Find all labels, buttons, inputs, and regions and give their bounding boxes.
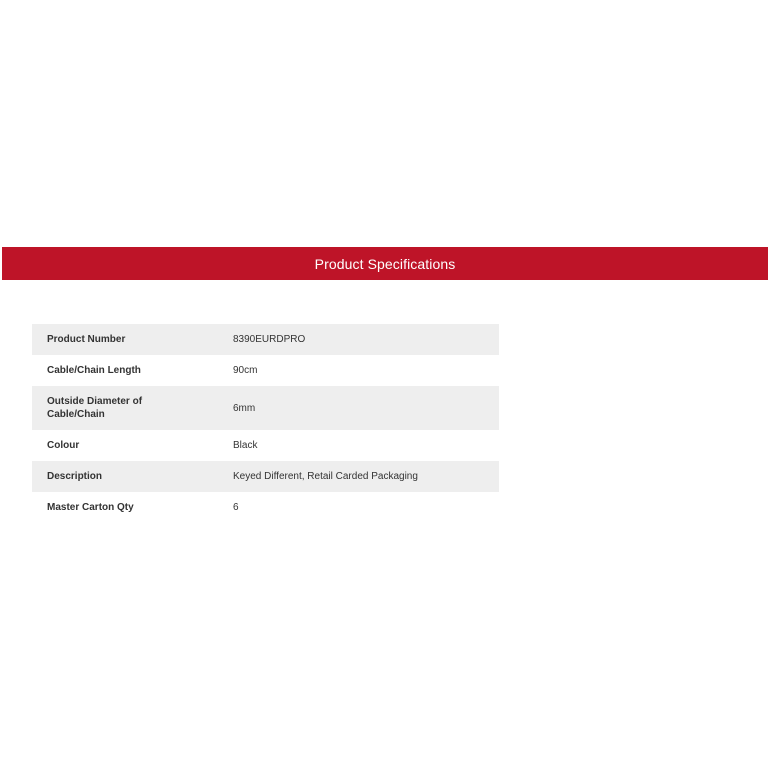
spec-label: Product Number [32, 324, 233, 355]
spec-row-master-carton-qty [32, 492, 499, 523]
specifications-title: Product Specifications [314, 255, 456, 272]
spec-label: Description [32, 461, 233, 492]
spec-value: 8390EURDPRO [233, 324, 499, 355]
spec-label-line-2: Cable/Chain [47, 409, 105, 420]
spec-value: 6 [233, 492, 499, 523]
spec-row-description [32, 461, 499, 492]
spec-row-cable-length [32, 355, 499, 386]
spec-label-line-1: Outside Diameter of [47, 396, 143, 407]
spec-value: Black [233, 430, 499, 461]
spec-label [32, 386, 233, 430]
spec-row-colour [32, 430, 499, 461]
spec-value: 90cm [233, 355, 499, 386]
specifications-banner [2, 247, 768, 280]
spec-label: Master Carton Qty [32, 492, 233, 523]
spec-label: Colour [32, 430, 233, 461]
spec-row-product-number [32, 324, 499, 355]
spec-value: 6mm [233, 386, 499, 430]
specifications-table [32, 324, 499, 523]
spec-row-outside-diameter [32, 386, 499, 430]
spec-value: Keyed Different, Retail Carded Packaging [233, 461, 499, 492]
spec-label: Cable/Chain Length [32, 355, 233, 386]
